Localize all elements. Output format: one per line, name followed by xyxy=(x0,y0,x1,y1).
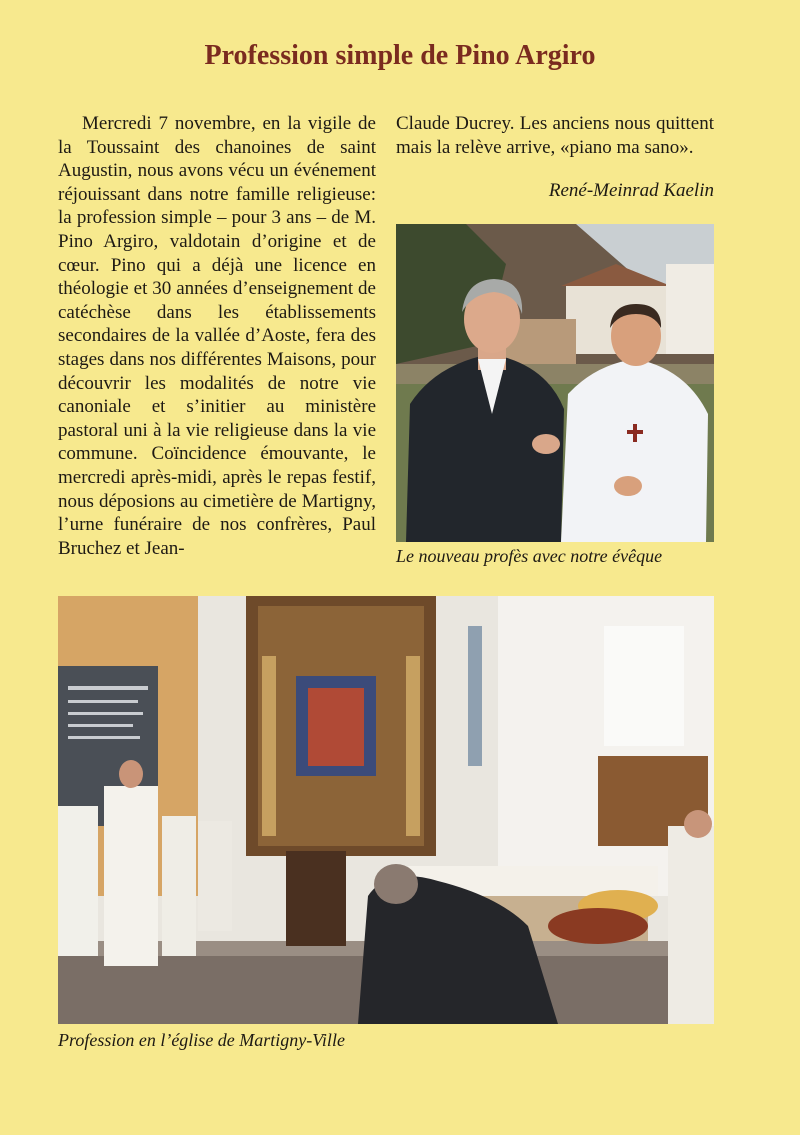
church-photo xyxy=(58,596,714,1024)
author-signature: René-Meinrad Kaelin xyxy=(548,180,714,201)
article-right-column: Claude Ducrey. Les anciens nous quittent mais la relève arrive, «piano ma sano». xyxy=(396,113,714,158)
church-photo-caption: Profession en l’église de Martigny-Ville xyxy=(58,1030,345,1050)
portrait-photo-caption: Le nouveau profès avec notre évêque xyxy=(396,546,663,566)
portrait-photo xyxy=(396,224,714,542)
page-title: Profession simple de Pino Argiro xyxy=(204,40,596,71)
article-left-column: Mercredi 7 novembre, en la vigile de la Toussaint des chanoines de saint Augustin, nous avons vécu un événement réjouissant dans notre famille religieuse: la profession simple – pour 3 ans – de M. Pino Argiro, valdotain d’origine et de cœur. Pino qui a déjà une licence en théologie et 30 années d’enseignement de catéchèse dans les établissements secondaires de la vallée d’Aoste, fera des stages dans nos différentes Maisons, pour découvrir les modalités de notre vie canoniale et s’initier au ministère pastoral uni à la vie religieuse dans la vie commune. Coïncidence émouvante, le mercredi après-midi, après le repas festif, nous déposions au cimetière de Martigny, l’urne funéraire de nos confrères, Paul Bruchez et Jean- xyxy=(58,113,376,559)
